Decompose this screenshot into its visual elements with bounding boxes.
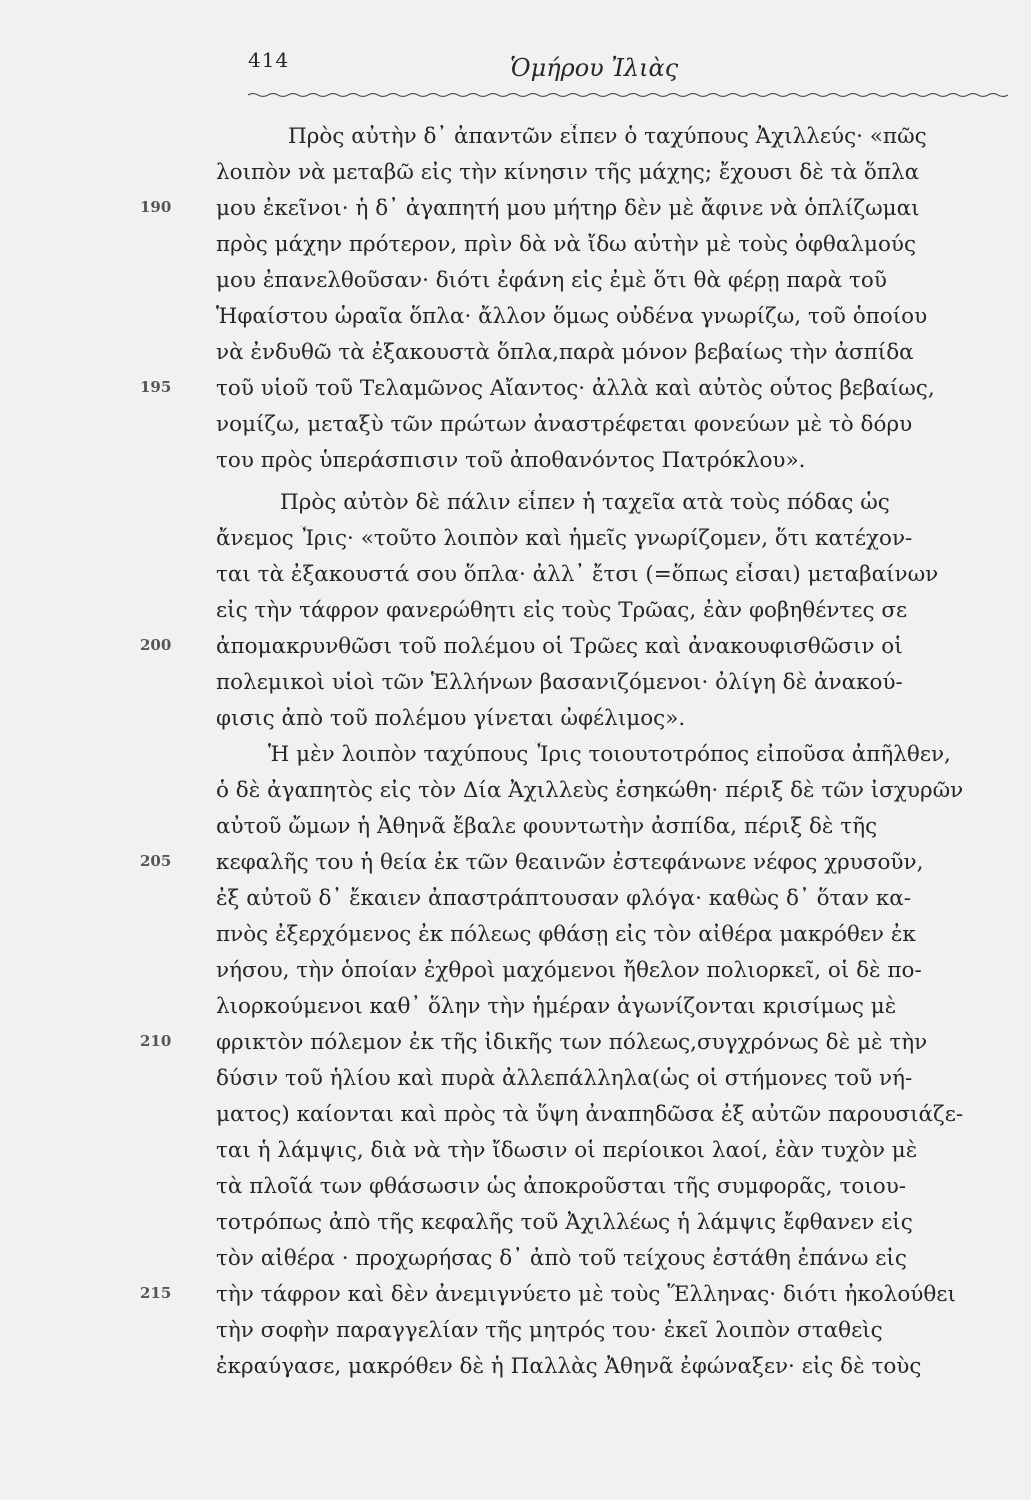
page-number: 414 — [248, 48, 290, 72]
text-line: τὴν τάφρον καὶ δὲν ἀνεμιγνύετο μὲ τοὺς Ἕλληνας· διότι ἠκολούθει — [216, 1282, 956, 1307]
text-line: πολεμικοὶ υἱοὶ τῶν Ἑλλήνων βασανιζόμενοι· ὀλίγη δὲ ἀνακού- — [216, 670, 903, 695]
line-number: 195 — [140, 378, 172, 396]
line-number: 210 — [140, 1032, 172, 1050]
text-line: Πρὸς αὐτὸν δὲ πάλιν εἶπεν ἡ ταχεῖα ατὰ τοὺς πόδας ὡς — [280, 490, 890, 515]
text-line: ἐξ αὐτοῦ δ᾽ ἔκαιεν ἀπαστράπτουσαν φλόγα· καθὼς δ᾽ ὅταν κα- — [216, 886, 912, 911]
header-rule — [248, 90, 1008, 100]
text-line: του πρὸς ὑπεράσπισιν τοῦ ἀποθανόντος Πατρόκλου». — [216, 448, 806, 473]
text-line: μου ἐκεῖνοι· ἡ δ᾽ ἀγαπητή μου μήτηρ δὲν μὲ ἄφινε νὰ ὁπλίζωμαι — [216, 196, 920, 221]
text-line: κεφαλῆς του ἡ θεία ἐκ τῶν θεαινῶν ἐστεφάνωνε νέφος χρυσοῦν, — [216, 850, 924, 875]
text-line: νήσου, τὴν ὁποίαν ἐχθροὶ μαχόμενοι ἤθελον πολιορκεῖ, οἱ δὲ πο- — [216, 958, 922, 983]
text-line: τὴν σοφὴν παραγγελίαν τῆς μητρός του· ἐκεῖ λοιπὸν σταθεὶς — [216, 1318, 883, 1343]
line-number: 200 — [140, 636, 172, 654]
text-line: τὸν αἰθέρα · προχωρήσας δ᾽ ἀπὸ τοῦ τείχους ἐστάθη ἐπάνω εἰς — [216, 1246, 907, 1271]
line-number: 215 — [140, 1284, 172, 1302]
text-line: τοτρόπως ἀπὸ τῆς κεφαλῆς τοῦ Ἀχιλλέως ἡ λάμψις ἔφθανεν εἰς — [216, 1210, 913, 1235]
text-line: φισις ἀπὸ τοῦ πολέμου γίνεται ὠφέλιμος». — [216, 706, 686, 731]
text-line: ται τὰ ἐξακουστά σου ὅπλα· ἀλλ᾽ ἔτσι (=ὅπως εἶσαι) μεταβαίνων — [216, 562, 939, 587]
text-line: Πρὸς αὐτὴν δ᾽ ἀπαντῶν εἶπεν ὁ ταχύπους Ἀχιλλεύς· «πῶς — [288, 124, 927, 149]
text-line: μου ἐπανελθοῦσαν· διότι ἐφάνη εἰς ἐμὲ ὅτι θὰ φέρῃ παρὰ τοῦ — [216, 268, 887, 293]
running-title: Ὁμήρου Ἰλιὰς — [510, 54, 679, 82]
text-line: νὰ ἐνδυθῶ τὰ ἐξακουστὰ ὅπλα,παρὰ μόνον βεβαίως τὴν ἀσπίδα — [216, 340, 914, 365]
text-line: Ἡ μὲν λοιπὸν ταχύπους Ἶρις τοιουτοτρόπος εἰποῦσα ἀπῆλθεν, — [268, 742, 951, 767]
line-number: 205 — [140, 852, 172, 870]
text-line: ματος) καίονται καὶ πρὸς τὰ ὕψη ἀναπηδῶσα ἐξ αὐτῶν παρουσιάζε- — [216, 1102, 964, 1127]
text-line: ἀπομακρυνθῶσι τοῦ πολέμου οἱ Τρῶες καὶ ἀνακουφισθῶσιν οἱ — [216, 634, 903, 659]
text-line: ται ἡ λάμψις, διὰ νὰ τὴν ἴδωσιν οἱ περίοικοι λαοί, ἐὰν τυχὸν μὲ — [216, 1138, 918, 1163]
text-line: πρὸς μάχην πρότερον, πρὶν δὰ νὰ ἴδω αὐτὴν μὲ τοὺς ὀφθαλμούς — [216, 232, 917, 257]
text-line: ἄνεμος Ἶρις· «τοῦτο λοιπὸν καὶ ἡμεῖς γνωρίζομεν, ὅτι κατέχον- — [216, 526, 913, 551]
text-line: δύσιν τοῦ ἡλίου καὶ πυρὰ ἀλλεπάλληλα(ὡς οἱ στήμονες τοῦ νή- — [216, 1066, 913, 1091]
text-line: ἐκραύγασε, μακρόθεν δὲ ἡ Παλλὰς Ἀθηνᾶ ἐφώναξεν· εἰς δὲ τοὺς — [216, 1354, 922, 1379]
text-line: λοιπὸν νὰ μεταβῶ εἰς τὴν κίνησιν τῆς μάχης; ἔχουσι δὲ τὰ ὅπλα — [216, 160, 920, 185]
text-line: τὰ πλοῖά των φθάσωσιν ὡς ἀποκροῦσται τῆς συμφορᾶς, τοιου- — [216, 1174, 907, 1199]
text-line: τοῦ υἱοῦ τοῦ Τελαμῶνος Αἴαντος· ἀλλὰ καὶ αὐτὸς οὗτος βεβαίως, — [216, 376, 935, 401]
text-line: φρικτὸν πόλεμον ἐκ τῆς ἰδικῆς των πόλεως,συγχρόνως δὲ μὲ τὴν — [216, 1030, 928, 1055]
text-line: αὐτοῦ ὤμων ἡ Ἀθηνᾶ ἔβαλε φουντωτὴν ἀσπίδα, πέριξ δὲ τῆς — [216, 814, 878, 839]
text-line: λιορκούμενοι καθ᾽ ὅλην τὴν ἡμέραν ἀγωνίζονται κρισίμως μὲ — [216, 994, 897, 1019]
line-number: 190 — [140, 198, 172, 216]
text-line: εἰς τὴν τάφρον φανερώθητι εἰς τοὺς Τρῶας, ἐὰν φοβηθέντες σε — [216, 598, 908, 623]
text-line: νομίζω, μεταξὺ τῶν πρώτων ἀναστρέφεται φονεύων μὲ τὸ δόρυ — [216, 412, 913, 437]
text-line: Ἡφαίστου ὡραῖα ὅπλα· ἄλλον ὅμως οὐδένα γνωρίζω, τοῦ ὁποίου — [216, 304, 928, 329]
text-line: ὁ δὲ ἀγαπητὸς εἰς τὸν Δία Ἀχιλλεὺς ἐσηκώθη· πέριξ δὲ τῶν ἰσχυρῶν — [216, 778, 964, 803]
page-header — [248, 40, 1008, 100]
text-line: πνὸς ἐξερχόμενος ἐκ πόλεως φθάσῃ εἰς τὸν αἰθέρα μακρόθεν ἐκ — [216, 922, 916, 947]
